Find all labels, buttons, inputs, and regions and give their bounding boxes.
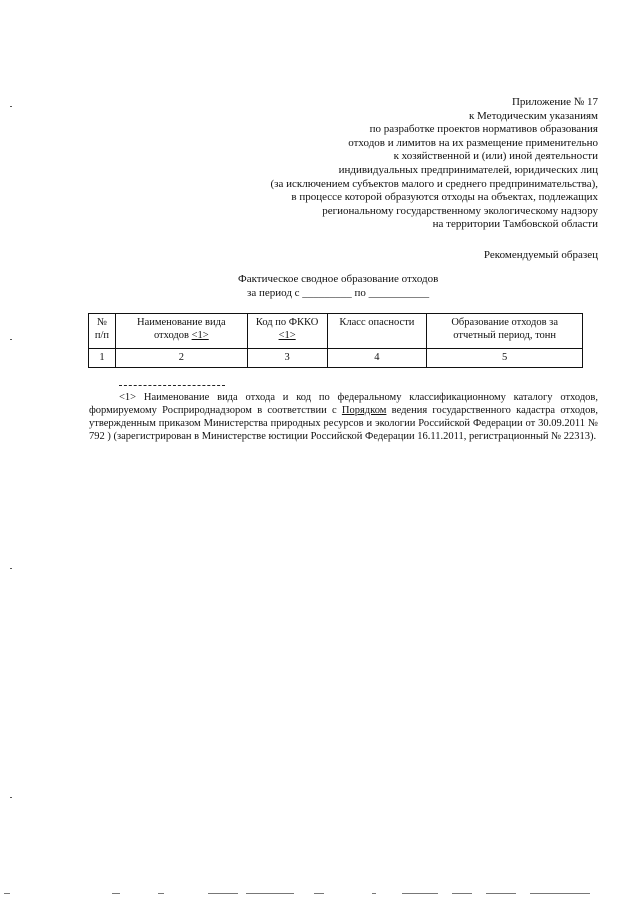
table-cell: 2 [115,349,247,368]
footnote [89,392,598,444]
appendix-line: региональному государственному экологическому надзору [322,204,598,217]
scan-bottom-marks [0,893,640,897]
footnote-text: ведения государственного кадастра отходов, утвержденным приказом Министерства природных ресурсов и экологии Российской Федерации от 30.09.2011 № 792 ) (зарегистрирован в Министерстве юстиции Российской Федерации 16.11.2011, регистрационный № 22313). [89,404,598,442]
table-cell: 1 [89,349,116,368]
appendix-line: к хозяйственной и (или) иной деятельности [393,150,598,163]
scan-mark [10,568,12,569]
header-formation: Образование отходов за отчетный период, тонн [427,314,583,349]
appendix-line: на территории Тамбовской области [432,218,598,231]
table-cell: 4 [327,349,427,368]
appendix-line: в процессе которой образуются отходы на объектах, подлежащих [291,191,598,204]
header-num: № п/п [89,314,116,349]
scan-mark [10,106,12,107]
period-line: за период с _________ по ___________ [247,286,430,299]
appendix-line: отходов и лимитов на их размещение применительно [348,136,598,149]
footnote-text: <1> Наименование вида отхода и код по федеральному классификационному каталогу отходов, формируемому Росприроднадзором в соответствии с [89,392,598,416]
recommended-sample-label: Рекомендуемый образец [483,249,598,261]
header-fkko-code: Код по ФККО <1> [247,314,327,349]
table-header-row [89,314,583,349]
table-row [89,349,583,368]
table-cell: 3 [247,349,327,368]
appendix-line: Приложение № 17 [511,96,598,108]
scan-mark [10,339,12,340]
waste-formation-table [88,313,583,368]
form-title [190,273,490,300]
form-title-line: Фактическое сводное образование отходов [238,273,439,285]
header-waste-name: Наименование вида отходов <1> [115,314,247,349]
footnote-ref-link[interactable]: <1> [191,329,209,341]
appendix-line: индивидуальных предпринимателей, юридических лиц [338,163,598,176]
appendix-header [178,96,598,232]
appendix-line: по разработке проектов нормативов образования [369,123,598,136]
appendix-line: к Методическим указаниям [468,109,598,122]
footnote-divider [119,385,225,386]
appendix-line: (за исключением субъектов малого и среднего предпринимательства), [270,177,598,190]
scan-mark [10,797,12,798]
header-hazard-class: Класс опасности [327,314,427,349]
table-cell: 5 [427,349,583,368]
order-link[interactable]: Порядком [341,404,387,416]
footnote-ref-link[interactable]: <1> [278,329,296,341]
